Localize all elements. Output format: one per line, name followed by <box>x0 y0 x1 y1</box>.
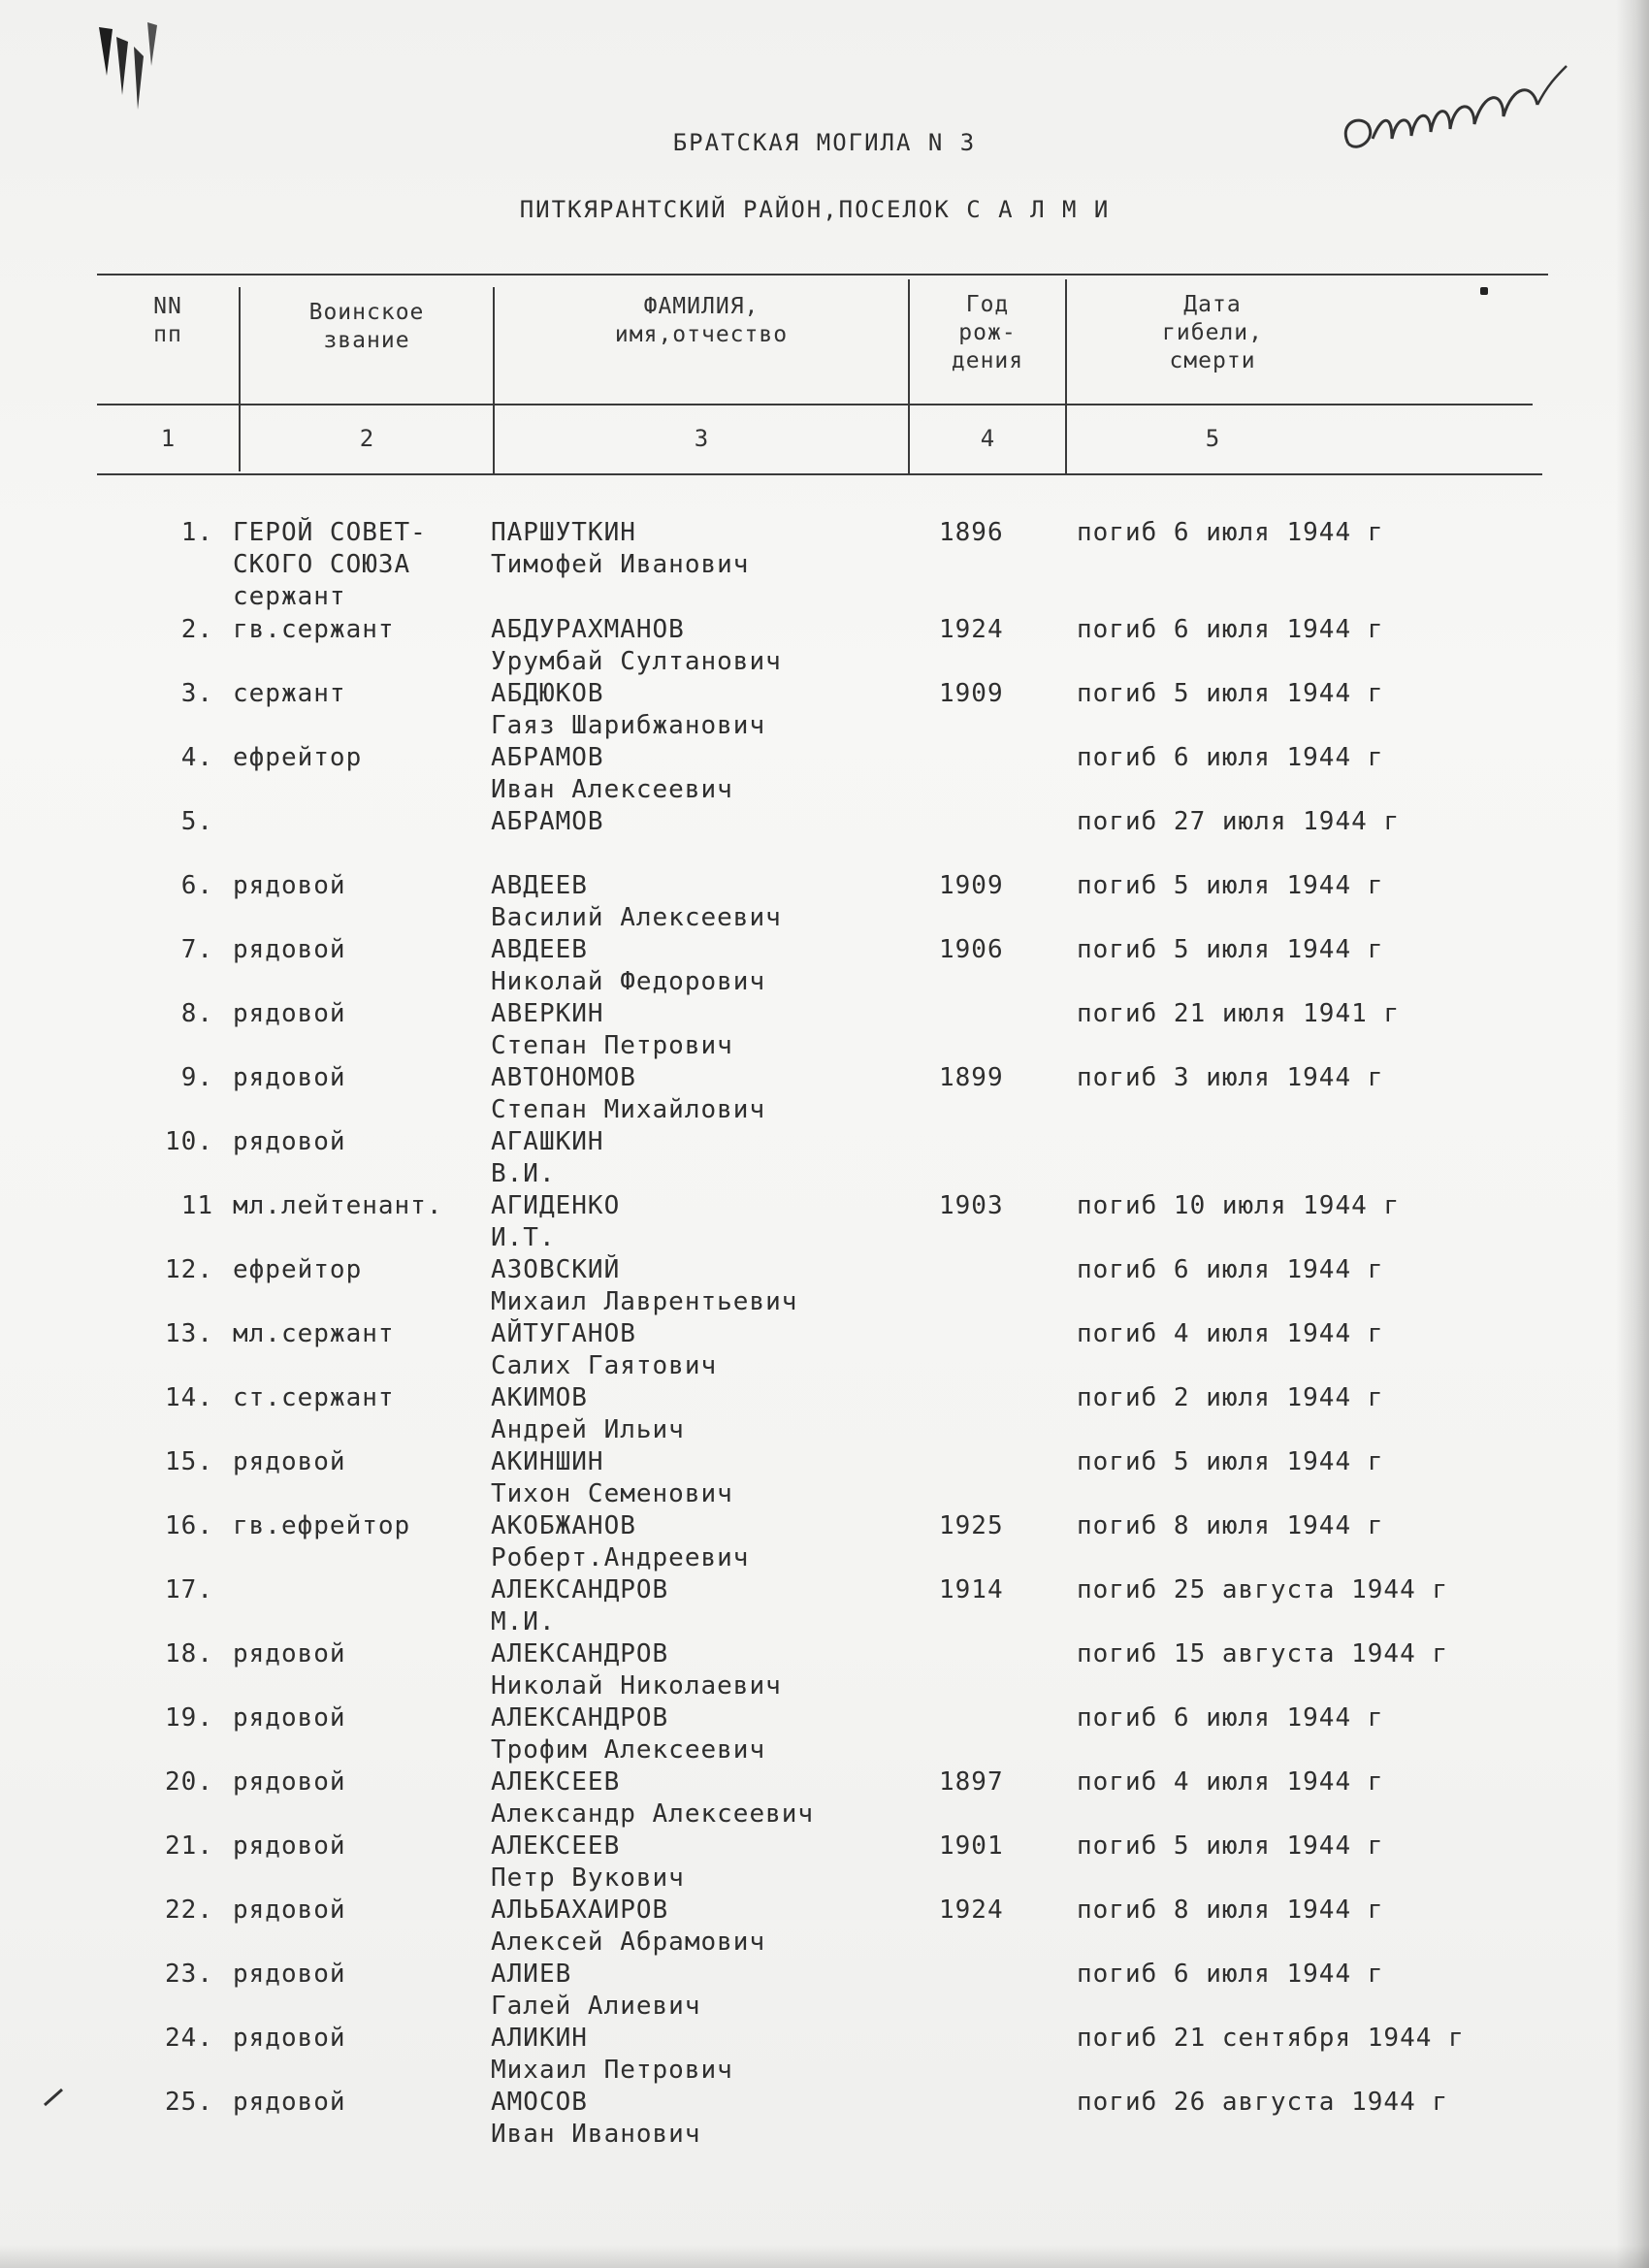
surname: АЗОВСКИЙ <box>491 1255 621 1284</box>
death-date: погиб 5 июля 1944 г <box>1077 679 1384 708</box>
list-item <box>0 1960 1649 2024</box>
given-name-patronymic: Галей Алиевич <box>491 1992 701 2021</box>
surname: АГИДЕНКО <box>491 1191 621 1220</box>
list-item <box>0 2088 1649 2152</box>
given-name-patronymic: Николай Федорович <box>491 967 766 996</box>
list-item <box>0 1639 1649 1703</box>
header-bottom-rule <box>97 473 1542 475</box>
death-date: погиб 5 июля 1944 г <box>1077 1831 1384 1861</box>
death-date: погиб 6 июля 1944 г <box>1077 1960 1384 1989</box>
row-number: 19. <box>165 1703 213 1733</box>
given-name-patronymic: Николай Николаевич <box>491 1671 782 1701</box>
column-number: 1 <box>160 425 176 452</box>
military-rank: рядовой <box>233 1960 346 1989</box>
column-number: 2 <box>359 425 374 452</box>
header-col-fullname <box>495 293 908 349</box>
list-item <box>0 679 1649 743</box>
row-number: 14. <box>165 1383 213 1412</box>
given-name-patronymic: М.И. <box>491 1607 556 1636</box>
death-date: погиб 6 июля 1944 г <box>1077 615 1384 644</box>
military-rank: ефрейтор <box>233 1255 363 1284</box>
row-number: 24. <box>165 2024 213 2053</box>
given-name-patronymic: Иван Алексеевич <box>491 775 733 804</box>
death-date: погиб 15 августа 1944 г <box>1077 1639 1449 1669</box>
military-rank: гв.сержант <box>233 615 395 644</box>
header-mid-rule <box>97 404 1533 405</box>
given-name-patronymic: Михаил Лаврентьевич <box>491 1287 798 1316</box>
birth-year: 1909 <box>939 871 1004 900</box>
list-item <box>0 518 1649 611</box>
given-name-patronymic: Алексей Абрамович <box>491 1928 766 1957</box>
column-number: 5 <box>1205 425 1220 452</box>
given-name-patronymic: Александр Алексеевич <box>491 1799 815 1829</box>
military-rank: рядовой <box>233 2024 346 2053</box>
surname: АЛЬБАХАИРОВ <box>491 1895 669 1925</box>
list-item <box>0 1767 1649 1831</box>
given-name-patronymic: Степан Петрович <box>491 1031 733 1060</box>
list-item <box>0 871 1649 935</box>
header-top-rule <box>97 274 1548 275</box>
death-date: погиб 8 июля 1944 г <box>1077 1511 1384 1540</box>
header-text: NN <box>153 294 182 319</box>
birth-year: 1925 <box>939 1511 1004 1540</box>
column-number: 4 <box>980 425 995 452</box>
list-item <box>0 1895 1649 1960</box>
military-rank-line3: сержант <box>233 582 346 611</box>
header-col-rank <box>241 299 493 355</box>
birth-year: 1896 <box>939 518 1004 547</box>
row-number: 7. <box>180 935 213 964</box>
header-text: пп <box>153 322 182 347</box>
military-rank: ефрейтор <box>233 743 363 772</box>
death-date: погиб 5 июля 1944 г <box>1077 871 1384 900</box>
list-item <box>0 1447 1649 1511</box>
military-rank: мл.лейтенант. <box>233 1191 443 1220</box>
row-number: 15. <box>165 1447 213 1476</box>
surname: АЛИЕВ <box>491 1960 572 1989</box>
birth-year: 1909 <box>939 679 1004 708</box>
row-number: 11 <box>180 1191 213 1220</box>
row-number: 13. <box>165 1319 213 1348</box>
military-rank: рядовой <box>233 999 346 1028</box>
death-date: погиб 2 июля 1944 г <box>1077 1383 1384 1412</box>
list-item <box>0 1383 1649 1447</box>
header-text: ФАМИЛИЯ, <box>643 294 760 319</box>
row-number: 10. <box>165 1127 213 1156</box>
military-rank: мл.сержант <box>233 1319 395 1348</box>
header-text: Воинское <box>308 300 425 325</box>
header-text: Дата <box>1183 292 1242 317</box>
birth-year: 1914 <box>939 1575 1004 1604</box>
military-rank: рядовой <box>233 1767 346 1797</box>
column-number: 3 <box>694 425 709 452</box>
row-number: 5. <box>180 807 213 836</box>
death-date: погиб 3 июля 1944 г <box>1077 1063 1384 1092</box>
row-number: 4. <box>180 743 213 772</box>
death-date: погиб 21 июля 1941 г <box>1077 999 1401 1028</box>
list-item <box>0 1127 1649 1191</box>
death-date: погиб 8 июля 1944 г <box>1077 1895 1384 1925</box>
row-number: 9. <box>180 1063 213 1092</box>
military-rank: рядовой <box>233 1063 346 1092</box>
death-date: погиб 26 августа 1944 г <box>1077 2088 1449 2117</box>
death-date: погиб 5 июля 1944 г <box>1077 935 1384 964</box>
list-item <box>0 1319 1649 1383</box>
death-date: погиб 6 июля 1944 г <box>1077 1703 1384 1733</box>
surname: АКИНШИН <box>491 1447 604 1476</box>
row-number: 22. <box>165 1895 213 1925</box>
surname: АГАШКИН <box>491 1127 604 1156</box>
birth-year: 1899 <box>939 1063 1004 1092</box>
given-name-patronymic: Степан Михайлович <box>491 1095 766 1124</box>
given-name-patronymic: В.И. <box>491 1159 556 1188</box>
row-number: 12. <box>165 1255 213 1284</box>
table-header <box>97 274 1548 479</box>
row-number: 23. <box>165 1960 213 1989</box>
birth-year: 1901 <box>939 1831 1004 1861</box>
surname: АВДЕЕВ <box>491 935 588 964</box>
surname: АЛЕКСЕЕВ <box>491 1831 621 1861</box>
military-rank: рядовой <box>233 1703 346 1733</box>
given-name-patronymic: Тимофей Иванович <box>491 550 750 579</box>
row-number: 20. <box>165 1767 213 1797</box>
row-number: 2. <box>180 615 213 644</box>
list-item <box>0 807 1649 871</box>
death-date: погиб 21 сентября 1944 г <box>1077 2024 1465 2053</box>
surname: АБДЮКОВ <box>491 679 604 708</box>
surname: АЙТУГАНОВ <box>491 1319 636 1348</box>
header-text: звание <box>323 328 410 353</box>
list-item <box>0 1063 1649 1127</box>
header-col-birth-year <box>910 291 1065 375</box>
military-rank: рядовой <box>233 871 346 900</box>
header-text: рож- <box>958 320 1017 345</box>
death-date: погиб 4 июля 1944 г <box>1077 1319 1384 1348</box>
surname: АКИМОВ <box>491 1383 588 1412</box>
document-subtitle: ПИТКЯРАНТСКИЙ РАЙОН,ПОСЕЛОК С А Л М И <box>519 196 1111 223</box>
surname: АБРАМОВ <box>491 743 604 772</box>
military-rank: рядовой <box>233 2088 346 2117</box>
birth-year: 1897 <box>939 1767 1004 1797</box>
death-date: погиб 5 июля 1944 г <box>1077 1447 1384 1476</box>
row-number: 17. <box>165 1575 213 1604</box>
birth-year: 1906 <box>939 935 1004 964</box>
death-date: погиб 6 июля 1944 г <box>1077 743 1384 772</box>
list-item <box>0 2024 1649 2088</box>
death-date: погиб 10 июля 1944 г <box>1077 1191 1401 1220</box>
death-date: погиб 27 июля 1944 г <box>1077 807 1401 836</box>
military-rank: гв.ефрейтор <box>233 1511 411 1540</box>
military-rank: рядовой <box>233 1639 346 1669</box>
list-item <box>0 743 1649 807</box>
military-rank: ст.сержант <box>233 1383 395 1412</box>
death-date: погиб 4 июля 1944 г <box>1077 1767 1384 1797</box>
surname: АМОСОВ <box>491 2088 588 2117</box>
given-name-patronymic: Трофим Алексеевич <box>491 1735 766 1765</box>
military-rank: рядовой <box>233 1127 346 1156</box>
header-col-number <box>97 293 239 349</box>
death-date: погиб 25 августа 1944 г <box>1077 1575 1449 1604</box>
given-name-patronymic: И.Т. <box>491 1223 556 1252</box>
birth-year: 1903 <box>939 1191 1004 1220</box>
military-rank: сержант <box>233 679 346 708</box>
surname: АЛЕКСЕЕВ <box>491 1767 621 1797</box>
header-text: смерти <box>1169 348 1256 373</box>
list-item <box>0 935 1649 999</box>
list-item <box>0 615 1649 679</box>
list-item <box>0 999 1649 1063</box>
military-rank: ГЕРОЙ СОВЕТ- <box>233 518 427 547</box>
military-rank: рядовой <box>233 1895 346 1925</box>
scan-bottom-shadow <box>0 2245 1649 2268</box>
header-text: дения <box>951 348 1024 373</box>
scan-smudge-mark <box>89 17 177 114</box>
surname: АЛИКИН <box>491 2024 588 2053</box>
document-title: БРАТСКАЯ МОГИЛА N 3 <box>672 129 977 156</box>
header-col-death-date <box>1067 291 1358 375</box>
given-name-patronymic: Роберт.Андреевич <box>491 1543 750 1572</box>
header-text: гибели, <box>1162 320 1263 345</box>
given-name-patronymic: Гаяз Шарибжанович <box>491 711 766 740</box>
birth-year: 1924 <box>939 615 1004 644</box>
row-number: 8. <box>180 999 213 1028</box>
list-item <box>0 1191 1649 1255</box>
given-name-patronymic: Василий Алексеевич <box>491 903 782 932</box>
surname: АВТОНОМОВ <box>491 1063 636 1092</box>
surname: ПАРШУТКИН <box>491 518 636 547</box>
row-number: 6. <box>180 871 213 900</box>
list-item <box>0 1255 1649 1319</box>
given-name-patronymic: Петр Вукович <box>491 1863 685 1893</box>
surname: АЛЕКСАНДРОВ <box>491 1703 669 1733</box>
birth-year: 1924 <box>939 1895 1004 1925</box>
surname: АЛЕКСАНДРОВ <box>491 1639 669 1669</box>
military-rank: рядовой <box>233 1831 346 1861</box>
given-name-patronymic: Тихон Семенович <box>491 1479 733 1508</box>
given-name-patronymic: Урумбай Султанович <box>491 647 782 676</box>
row-number: 18. <box>165 1639 213 1669</box>
row-number: 1. <box>180 518 213 547</box>
row-number: 21. <box>165 1831 213 1861</box>
row-number: 3. <box>180 679 213 708</box>
row-number: 16. <box>165 1511 213 1540</box>
given-name-patronymic: Иван Иванович <box>491 2120 701 2149</box>
military-rank: рядовой <box>233 1447 346 1476</box>
military-rank: рядовой <box>233 935 346 964</box>
list-item <box>0 1511 1649 1575</box>
surname: АЛЕКСАНДРОВ <box>491 1575 669 1604</box>
header-text: Год <box>965 292 1010 317</box>
surname: АКОБЖАНОВ <box>491 1511 636 1540</box>
list-item <box>0 1703 1649 1767</box>
given-name-patronymic: Салих Гаятович <box>491 1351 718 1380</box>
surname: АБРАМОВ <box>491 807 604 836</box>
surname: АВЕРКИН <box>491 999 604 1028</box>
row-number: 25. <box>165 2088 213 2117</box>
surname: АБДУРАХМАНОВ <box>491 615 685 644</box>
header-text: имя,отчество <box>614 322 789 347</box>
list-item <box>0 1831 1649 1895</box>
death-date: погиб 6 июля 1944 г <box>1077 1255 1384 1284</box>
given-name-patronymic: Михаил Петрович <box>491 2056 733 2085</box>
list-item <box>0 1575 1649 1639</box>
death-date: погиб 6 июля 1944 г <box>1077 518 1384 547</box>
given-name-patronymic: Андрей Ильич <box>491 1415 685 1444</box>
military-rank-line2: СКОГО СОЮЗА <box>233 550 411 579</box>
surname: АВДЕЕВ <box>491 871 588 900</box>
